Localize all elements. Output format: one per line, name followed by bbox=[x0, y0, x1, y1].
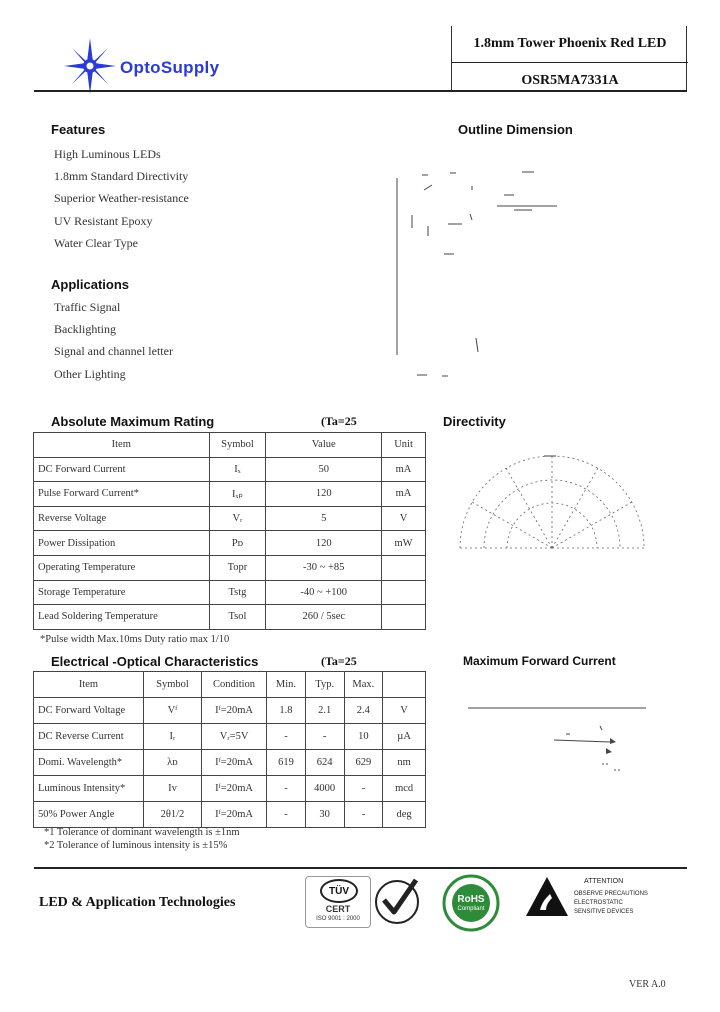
electro-optical-condition: (Ta=25 bbox=[321, 654, 357, 668]
table-cell: Iv bbox=[143, 776, 201, 802]
table-cell: Domi. Wavelength* bbox=[34, 750, 144, 776]
table-cell: 120 bbox=[266, 482, 382, 507]
table-cell: Operating Temperature bbox=[34, 555, 210, 580]
column-header: Unit bbox=[382, 433, 426, 458]
table-row bbox=[34, 555, 426, 580]
table-row bbox=[34, 776, 426, 802]
table-cell: - bbox=[267, 776, 306, 802]
table-cell: Iᶠ=20mA bbox=[201, 802, 266, 828]
abs-max-table bbox=[33, 432, 426, 630]
table-cell: 629 bbox=[344, 750, 383, 776]
table-cell bbox=[382, 605, 426, 630]
part-number: OSR5MA7331A bbox=[521, 73, 619, 88]
esd-warning-icon bbox=[524, 874, 570, 920]
max-forward-chart bbox=[460, 690, 660, 790]
footer-rule bbox=[34, 867, 687, 869]
rohs-compliant-label: Compliant bbox=[457, 906, 485, 912]
table-cell bbox=[382, 555, 426, 580]
table-cell: 50% Power Angle bbox=[34, 802, 144, 828]
application-item: Backlighting bbox=[54, 322, 116, 336]
table-cell: 619 bbox=[267, 750, 306, 776]
table-cell: - bbox=[344, 802, 383, 828]
tuv-iso-label: ISO 9001 : 2000 bbox=[316, 916, 360, 922]
table-cell: DC Forward Current bbox=[34, 457, 210, 482]
electro-optical-title: Electrical -Optical Characteristics bbox=[51, 654, 259, 669]
company-name: LED & Application Technologies bbox=[39, 895, 236, 910]
table-cell: - bbox=[344, 776, 383, 802]
table-cell: 30 bbox=[305, 802, 344, 828]
table-cell: V bbox=[383, 698, 426, 724]
table-cell: 2θ1/2 bbox=[143, 802, 201, 828]
abs-max-title: Absolute Maximum Rating bbox=[51, 414, 215, 429]
table-cell: 120 bbox=[266, 531, 382, 556]
table-row bbox=[34, 580, 426, 605]
table-header-row bbox=[34, 433, 426, 458]
outline-title: Outline Dimension bbox=[458, 122, 573, 137]
table-cell: 10 bbox=[344, 724, 383, 750]
table-cell: - bbox=[267, 724, 306, 750]
table-cell: DC Forward Voltage bbox=[34, 698, 144, 724]
table-row bbox=[34, 482, 426, 507]
table-row bbox=[34, 605, 426, 630]
tuv-mark bbox=[320, 879, 358, 903]
table-row bbox=[34, 457, 426, 482]
attention-line: SENSITIVE DEVICES bbox=[574, 909, 634, 915]
table-row bbox=[34, 531, 426, 556]
table-row bbox=[34, 506, 426, 531]
table-row bbox=[34, 724, 426, 750]
table-cell: - bbox=[267, 802, 306, 828]
column-header: Condition bbox=[201, 672, 266, 698]
table-cell: 4000 bbox=[305, 776, 344, 802]
table-cell: mW bbox=[382, 531, 426, 556]
application-item: Other Lighting bbox=[54, 367, 126, 381]
header-rule bbox=[34, 90, 687, 92]
column-header: Value bbox=[266, 433, 382, 458]
table-cell: λᴅ bbox=[143, 750, 201, 776]
table-cell: Topr bbox=[209, 555, 266, 580]
column-header: Min. bbox=[267, 672, 306, 698]
table-cell: Iᶠ=20mA bbox=[201, 776, 266, 802]
table-cell: Tstg bbox=[209, 580, 266, 605]
tuv-cert-badge bbox=[305, 876, 371, 928]
table-cell: 2.1 bbox=[305, 698, 344, 724]
logo bbox=[62, 36, 272, 96]
attention-title: ATTENTION bbox=[584, 878, 624, 885]
table-cell: Iᶠ=20mA bbox=[201, 698, 266, 724]
title-divider bbox=[452, 62, 688, 63]
max-forward-title: Maximum Forward Current bbox=[463, 654, 616, 668]
table-cell: Power Dissipation bbox=[34, 531, 210, 556]
table-cell: - bbox=[305, 724, 344, 750]
table-cell: Iₓₚ bbox=[209, 482, 266, 507]
table-cell: µA bbox=[383, 724, 426, 750]
attention-line: ELECTROSTATIC bbox=[574, 900, 623, 906]
table-cell: Iₓ bbox=[209, 457, 266, 482]
applications-title: Applications bbox=[51, 277, 130, 292]
compliance-check-icon bbox=[372, 874, 422, 926]
abs-max-note: *Pulse width Max.10ms Duty ratio max 1/10 bbox=[40, 634, 230, 645]
table-cell: 2.4 bbox=[344, 698, 383, 724]
version-label: VER A.0 bbox=[629, 979, 666, 990]
table-cell bbox=[382, 580, 426, 605]
table-cell: Pulse Forward Current* bbox=[34, 482, 210, 507]
table-cell: -40 ~ +100 bbox=[266, 580, 382, 605]
application-item: Signal and channel letter bbox=[54, 344, 173, 358]
table-row bbox=[34, 802, 426, 828]
table-cell: Vᵣ bbox=[209, 506, 266, 531]
product-title: 1.8mm Tower Phoenix Red LED bbox=[473, 36, 667, 51]
column-header: Symbol bbox=[209, 433, 266, 458]
column-header: Max. bbox=[344, 672, 383, 698]
logo-star-icon bbox=[62, 36, 122, 96]
table-cell: Iᶠ=20mA bbox=[201, 750, 266, 776]
table-cell: mcd bbox=[383, 776, 426, 802]
feature-item: UV Resistant Epoxy bbox=[54, 214, 153, 228]
table-cell: Luminous Intensity* bbox=[34, 776, 144, 802]
table-cell: Vᵣ=5V bbox=[201, 724, 266, 750]
table-cell: 624 bbox=[305, 750, 344, 776]
outline-drawing bbox=[392, 160, 582, 390]
table-cell: 1.8 bbox=[267, 698, 306, 724]
table-cell: deg bbox=[383, 802, 426, 828]
table-cell: Lead Soldering Temperature bbox=[34, 605, 210, 630]
attention-line: OBSERVE PRECAUTIONS bbox=[574, 891, 648, 897]
table-cell: DC Reverse Current bbox=[34, 724, 144, 750]
table-header-row bbox=[34, 672, 426, 698]
table-row bbox=[34, 698, 426, 724]
abs-max-condition: (Ta=25 bbox=[321, 414, 357, 428]
table-row bbox=[34, 750, 426, 776]
table-cell: mA bbox=[382, 482, 426, 507]
rohs-label: RoHS bbox=[457, 894, 485, 905]
rohs-badge bbox=[440, 874, 502, 932]
table-cell: Storage Temperature bbox=[34, 580, 210, 605]
title-box bbox=[451, 26, 687, 90]
directivity-title: Directivity bbox=[443, 414, 506, 429]
feature-item: Superior Weather-resistance bbox=[54, 191, 189, 205]
table-cell: Vᶠ bbox=[143, 698, 201, 724]
table-cell: V bbox=[382, 506, 426, 531]
feature-item: Water Clear Type bbox=[54, 236, 138, 250]
features-title: Features bbox=[51, 122, 106, 137]
column-header bbox=[383, 672, 426, 698]
column-header: Typ. bbox=[305, 672, 344, 698]
table-cell: mA bbox=[382, 457, 426, 482]
column-header: Item bbox=[34, 672, 144, 698]
electro-optical-note: *1 Tolerance of dominant wavelength is ±1nm bbox=[44, 827, 240, 838]
table-cell: Pᴅ bbox=[209, 531, 266, 556]
table-cell: Tsol bbox=[209, 605, 266, 630]
table-cell: Iᵣ bbox=[143, 724, 201, 750]
table-cell: -30 ~ +85 bbox=[266, 555, 382, 580]
table-cell: 50 bbox=[266, 457, 382, 482]
table-cell: nm bbox=[383, 750, 426, 776]
esd-attention-badge bbox=[524, 874, 652, 922]
table-cell: 260 / 5sec bbox=[266, 605, 382, 630]
table-cell: Reverse Voltage bbox=[34, 506, 210, 531]
feature-item: 1.8mm Standard Directivity bbox=[54, 169, 189, 183]
tuv-label: TÜV bbox=[329, 886, 349, 897]
brand-name: OptoSupply bbox=[120, 58, 220, 77]
column-header: Item bbox=[34, 433, 210, 458]
directivity-chart bbox=[452, 448, 652, 558]
feature-item: High Luminous LEDs bbox=[54, 147, 161, 161]
electro-optical-table bbox=[33, 671, 426, 828]
column-header: Symbol bbox=[143, 672, 201, 698]
electro-optical-note: *2 Tolerance of luminous intensity is ±15% bbox=[44, 840, 228, 851]
application-item: Traffic Signal bbox=[54, 300, 121, 314]
tuv-cert-label: CERT bbox=[325, 904, 351, 914]
table-cell: 5 bbox=[266, 506, 382, 531]
